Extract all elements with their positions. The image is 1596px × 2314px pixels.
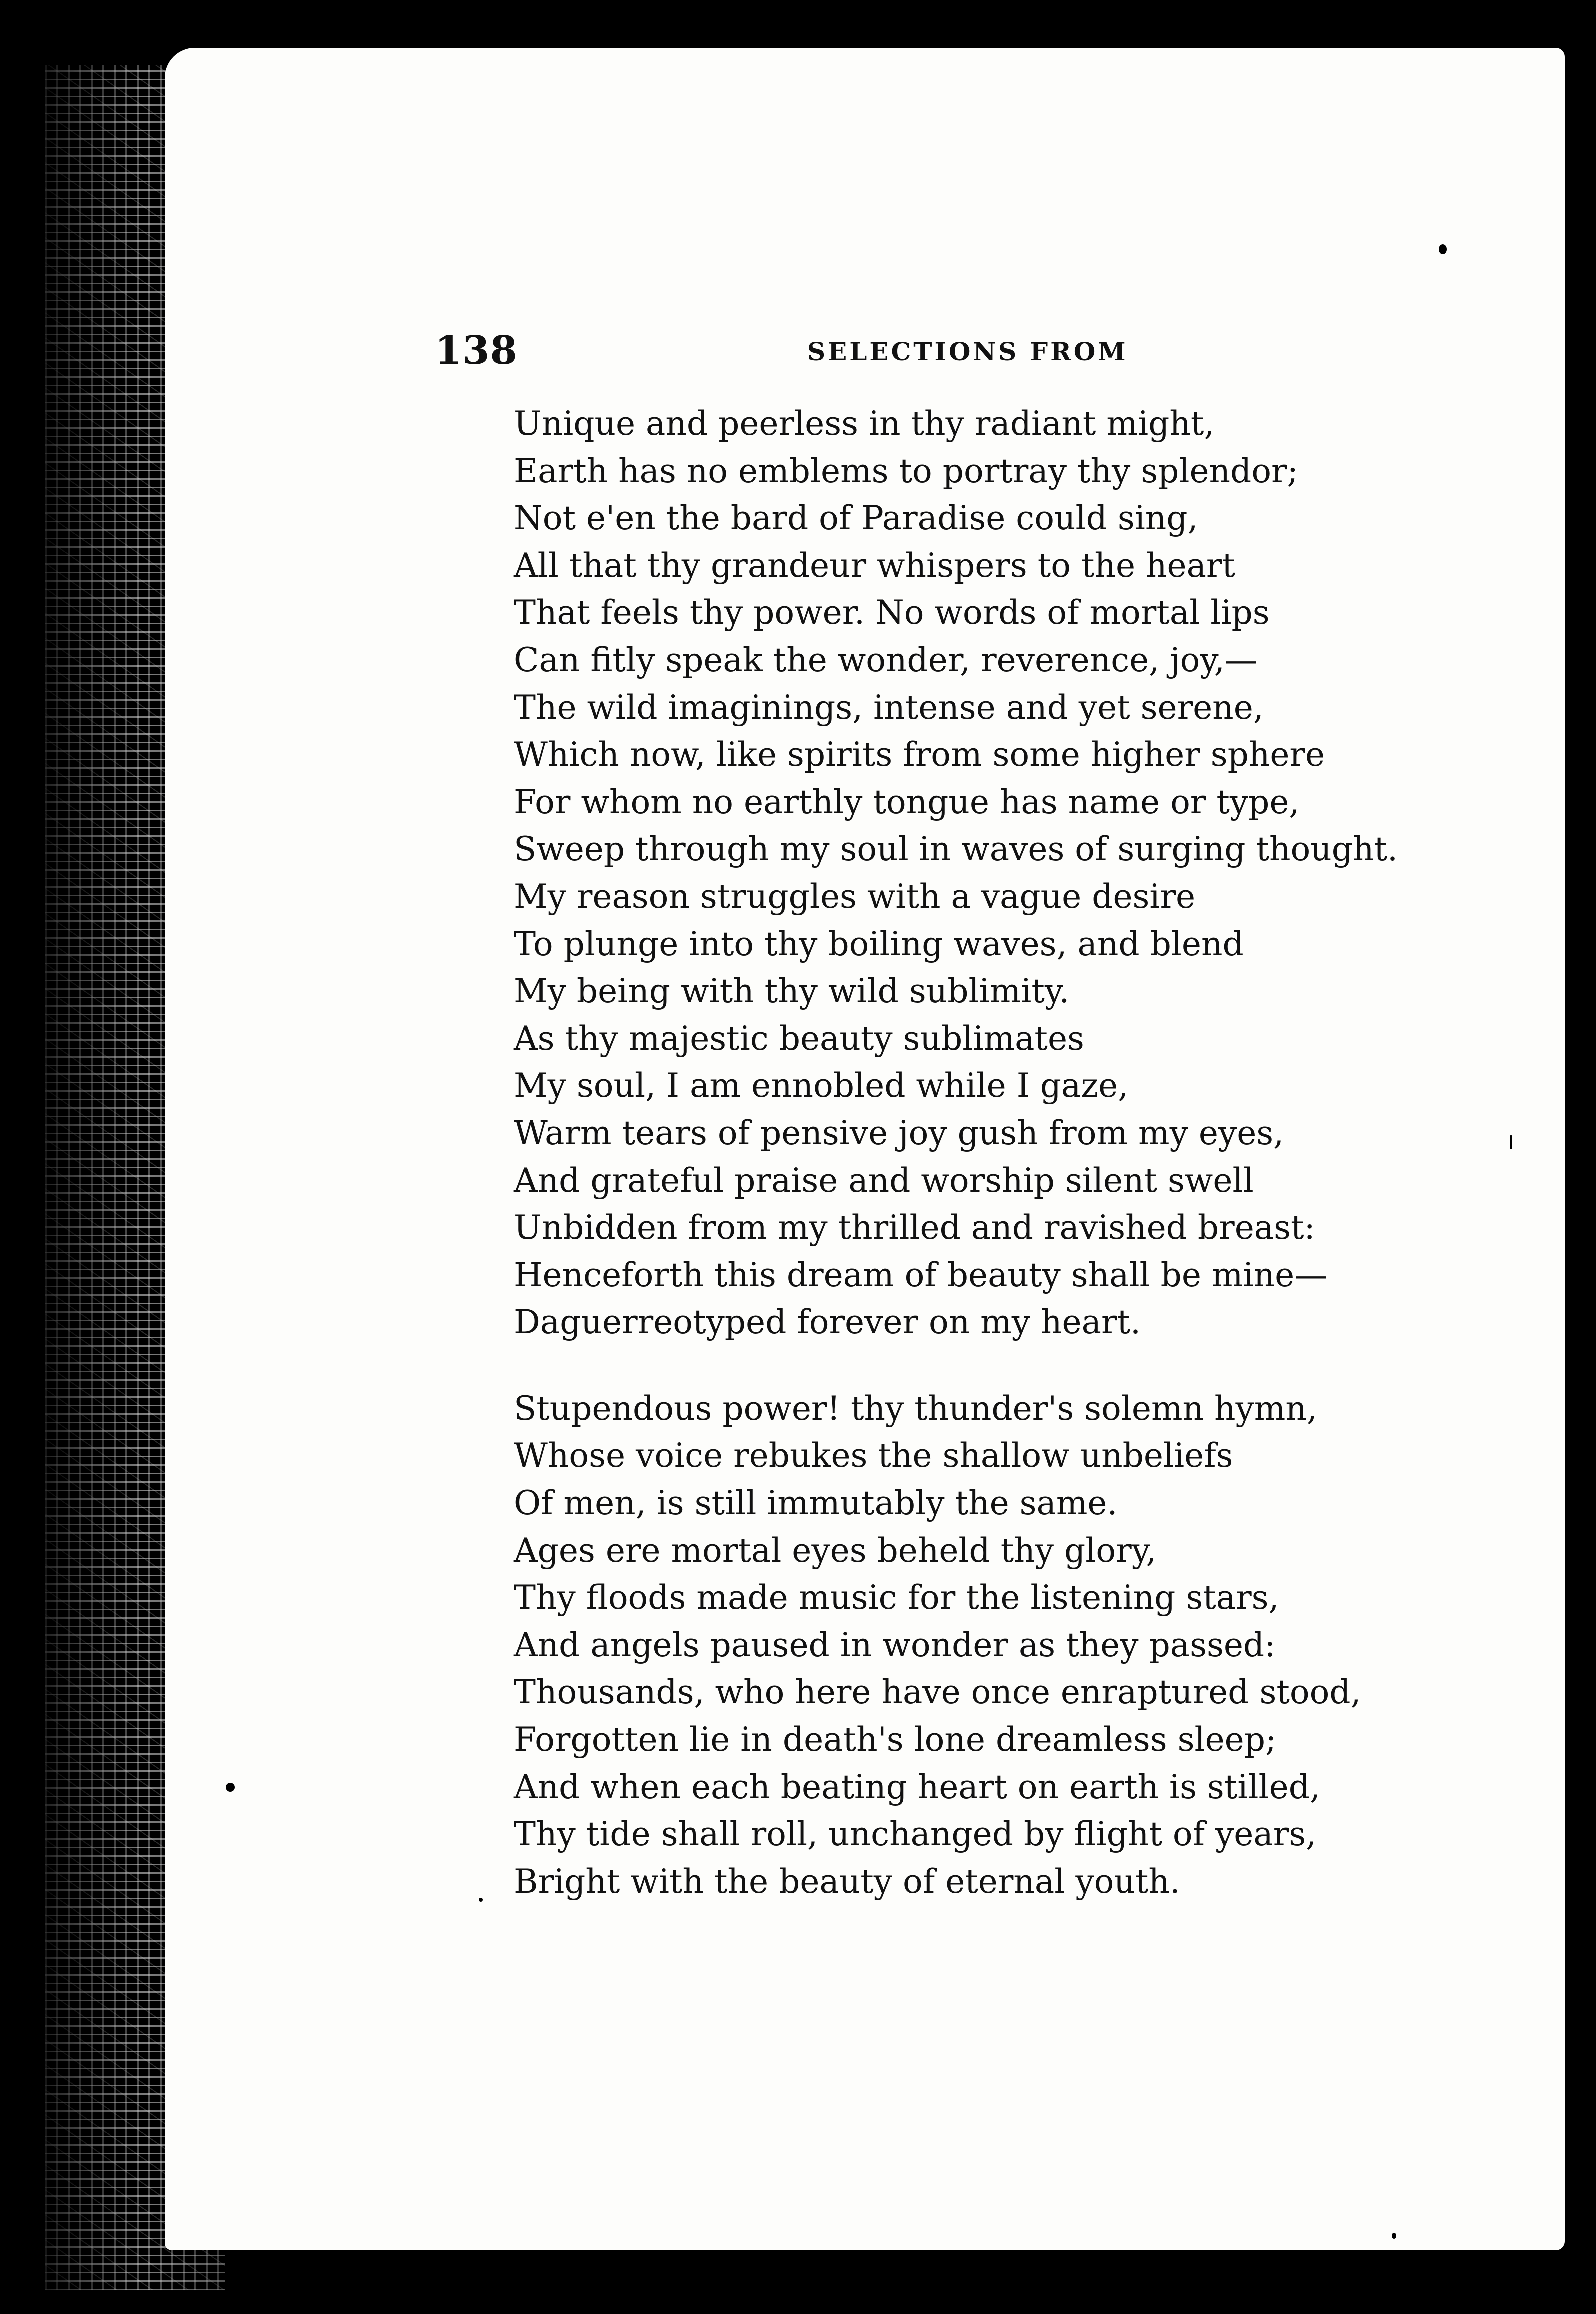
poem-line: As thy majestic beauty sublimates [514, 1019, 1084, 1058]
poem-line: Henceforth this dream of beauty shall be mine— [514, 1255, 1328, 1294]
poem-line: Thy tide shall roll, unchanged by flight of years, [514, 1815, 1317, 1854]
poem-line: Earth has no emblems to portray thy splendor; [514, 451, 1298, 490]
poem-line: The wild imaginings, intense and yet serene, [514, 688, 1264, 727]
poem-line: Which now, like spirits from some higher sphere [514, 735, 1326, 774]
poem-line: Warm tears of pensive joy gush from my eyes, [514, 1113, 1284, 1152]
poem-line: Thousands, who here have once enraptured stood, [514, 1673, 1362, 1712]
scan-speck [226, 1783, 235, 1792]
poem-line: Whose voice rebukes the shallow unbeliefs [514, 1436, 1234, 1475]
poem-line: All that thy grandeur whispers to the heart [514, 546, 1236, 585]
poem-line: Bright with the beauty of eternal youth. [514, 1862, 1180, 1901]
poem-line: Can fitly speak the wonder, reverence, joy,— [514, 640, 1258, 679]
poem-line: Ages ere mortal eyes beheld thy glory, [514, 1531, 1157, 1570]
poem-line: Unique and peerless in thy radiant might, [514, 404, 1215, 443]
poem-line: My being with thy wild sublimity. [514, 972, 1070, 1011]
poem-line: And grateful praise and worship silent swell [514, 1161, 1254, 1200]
stanza [514, 1385, 1414, 1906]
poem-line: Not e'en the bard of Paradise could sing, [514, 499, 1198, 538]
scan-speck [1510, 1135, 1512, 1149]
poem [514, 400, 1414, 1905]
scan-speck [1392, 2233, 1396, 2239]
poem-line: That feels thy power. No words of mortal lips [514, 593, 1270, 632]
page-number: 138 [435, 328, 518, 373]
scan-speck [479, 1898, 483, 1902]
poem-line: Daguerreotyped forever on my heart. [514, 1303, 1141, 1342]
poem-line: And angels paused in wonder as they passed: [514, 1625, 1276, 1664]
poem-line: Stupendous power! thy thunder's solemn hymn, [514, 1389, 1318, 1428]
poem-line: Of men, is still immutably the same. [514, 1484, 1118, 1523]
poem-line: And when each beating heart on earth is stilled, [514, 1767, 1320, 1806]
poem-line: Unbidden from my thrilled and ravished breast: [514, 1208, 1316, 1247]
poem-line: For whom no earthly tongue has name or type, [514, 782, 1300, 821]
poem-line: Sweep through my soul in waves of surging thought. [514, 830, 1398, 869]
poem-line: Forgotten lie in death's lone dreamless sleep; [514, 1720, 1277, 1759]
stanza [514, 400, 1414, 1346]
poem-line: Thy floods made music for the listening stars, [514, 1578, 1280, 1617]
running-head: SELECTIONS FROM [808, 337, 1128, 366]
scan-speck [1439, 244, 1447, 254]
poem-line: My reason struggles with a vague desire [514, 877, 1196, 916]
poem-line: To plunge into thy boiling waves, and blend [514, 924, 1244, 963]
poem-line: My soul, I am ennobled while I gaze, [514, 1066, 1129, 1105]
